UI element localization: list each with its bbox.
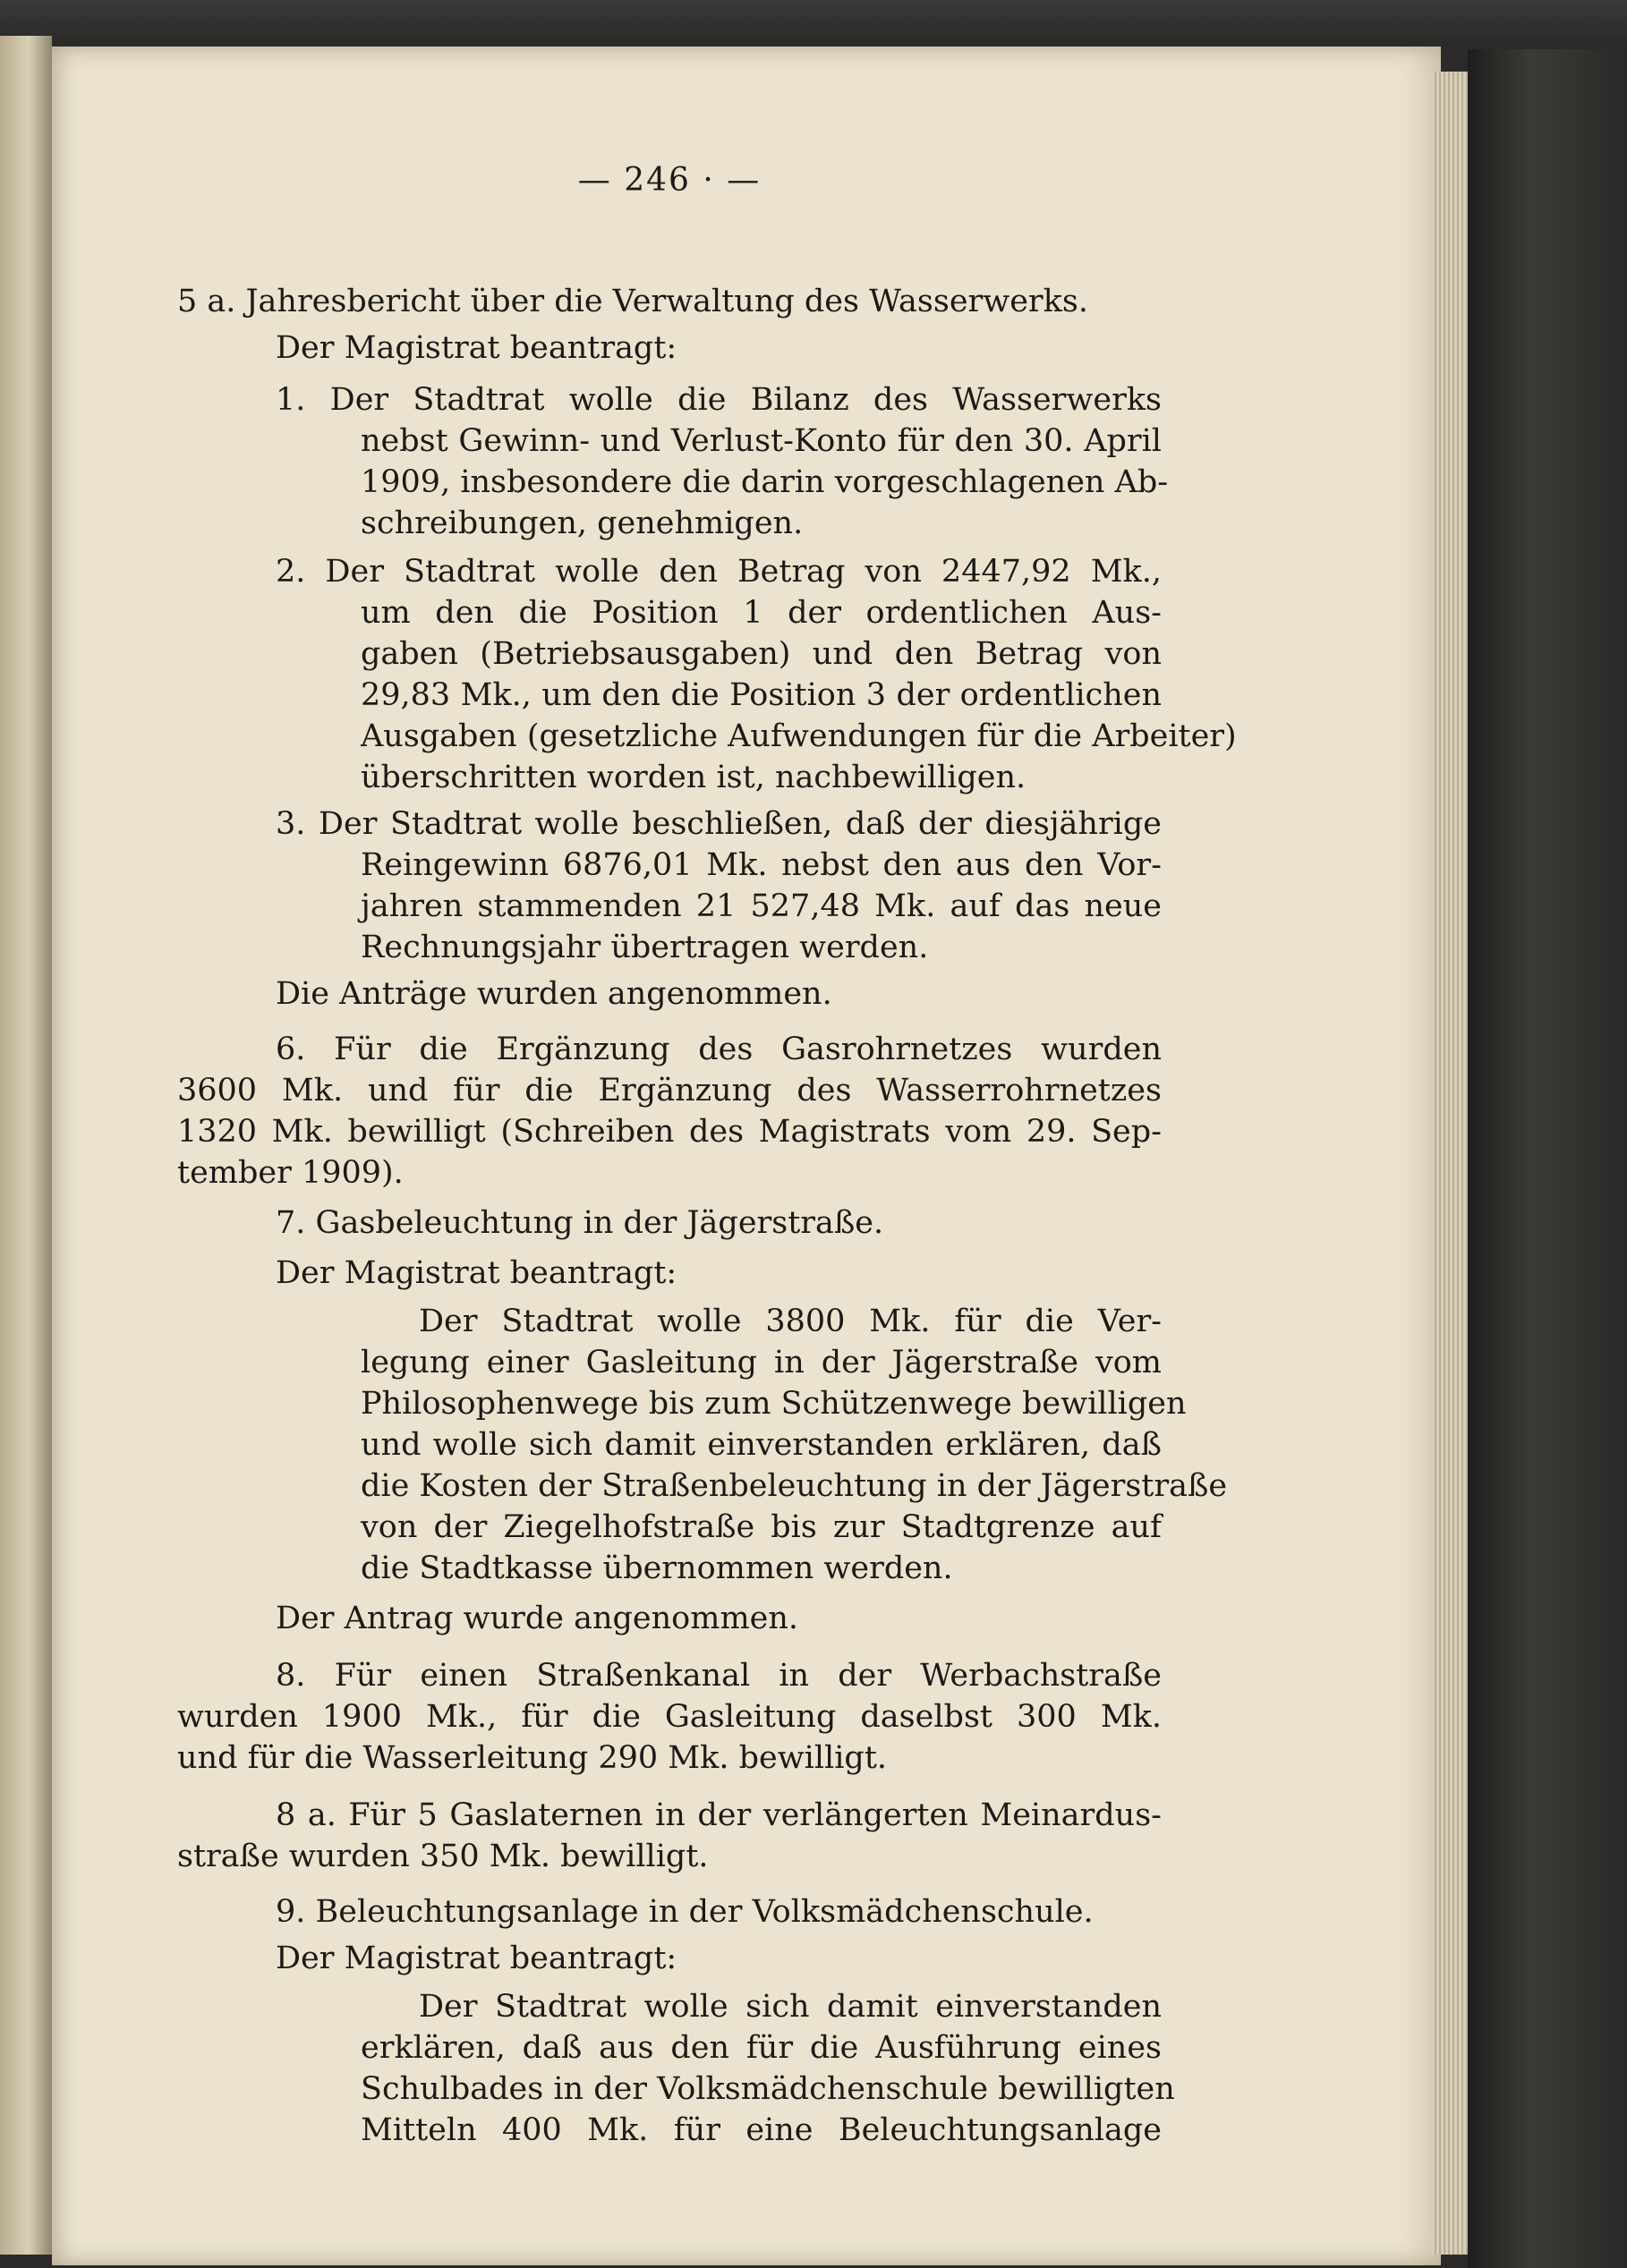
- text-line: 2. Der Stadtrat wolle den Betrag von 2447,92 Mk.,: [276, 554, 1162, 590]
- text-line: straße wurden 350 Mk. bewilligt.: [177, 1839, 709, 1874]
- text-line: tember 1909).: [177, 1155, 404, 1191]
- text-line: Rechnungsjahr übertragen werden.: [361, 930, 929, 965]
- text-line: Philosophenwege bis zum Schützenwege bewilligen: [361, 1386, 1187, 1422]
- book-cover: [1468, 49, 1627, 2268]
- text-line: 8 a. Für 5 Gaslaternen in der verlängerten Meinardus-: [276, 1797, 1162, 1833]
- text-line: Der Magistrat beantragt:: [276, 1255, 677, 1291]
- text-line: überschritten worden ist, nachbewilligen.: [361, 760, 1026, 795]
- text-line: Der Stadtrat wolle 3800 Mk. für die Ver-: [419, 1304, 1162, 1339]
- text-line: schreibungen, genehmigen.: [361, 505, 804, 541]
- book-page: [52, 47, 1441, 2265]
- text-line: 5 a. Jahresbericht über die Verwaltung des Wasserwerks.: [177, 284, 1088, 319]
- text-line: 1320 Mk. bewilligt (Schreiben des Magistrats vom 29. Sep-: [177, 1114, 1162, 1150]
- text-line: 3. Der Stadtrat wolle beschließen, daß der diesjährige: [276, 806, 1162, 842]
- text-line: 3600 Mk. und für die Ergänzung des Wasserrohrnetzes: [177, 1073, 1162, 1109]
- text-line: Der Magistrat beantragt:: [276, 330, 677, 366]
- text-line: Reingewinn 6876,01 Mk. nebst den aus den Vor-: [361, 847, 1162, 883]
- text-line: die Stadtkasse übernommen werden.: [361, 1550, 953, 1586]
- text-line: 7. Gasbeleuchtung in der Jägerstraße.: [276, 1205, 884, 1241]
- text-line: 8. Für einen Straßenkanal in der Werbachstraße: [276, 1658, 1162, 1694]
- text-line: 29,83 Mk., um den die Position 3 der ordentlichen: [361, 677, 1162, 713]
- text-line: legung einer Gasleitung in der Jägerstraße vom: [361, 1345, 1162, 1380]
- text-line: jahren stammenden 21 527,48 Mk. auf das neue: [361, 888, 1162, 924]
- text-line: und für die Wasserleitung 290 Mk. bewilligt.: [177, 1740, 888, 1776]
- text-line: 6. Für die Ergänzung des Gasrohrnetzes wurden: [276, 1032, 1162, 1067]
- book-top-edge: [0, 0, 1627, 43]
- text-line: 1. Der Stadtrat wolle die Bilanz des Wasserwerks: [276, 382, 1162, 418]
- text-line: Schulbades in der Volksmädchenschule bewilligten: [361, 2071, 1175, 2107]
- text-line: Der Magistrat beantragt:: [276, 1941, 677, 1976]
- text-line: 9. Beleuchtungsanlage in der Volksmädchenschule.: [276, 1894, 1094, 1930]
- previous-page-edge: [0, 36, 52, 2255]
- text-line: Ausgaben (gesetzliche Aufwendungen für die Arbeiter): [361, 718, 1237, 754]
- text-line: nebst Gewinn- und Verlust-Konto für den 30. April: [361, 423, 1162, 459]
- text-line: Der Stadtrat wolle sich damit einverstanden: [419, 1989, 1162, 2025]
- text-line: um den die Position 1 der ordentlichen Aus-: [361, 595, 1162, 631]
- page-stack-edge: [1432, 72, 1468, 2255]
- text-line: die Kosten der Straßenbeleuchtung in der Jägerstraße: [361, 1468, 1228, 1504]
- text-line: Mitteln 400 Mk. für eine Beleuchtungsanlage: [361, 2112, 1162, 2148]
- text-line: gaben (Betriebsausgaben) und den Betrag von: [361, 636, 1162, 672]
- text-line: von der Ziegelhofstraße bis zur Stadtgrenze auf: [361, 1509, 1162, 1545]
- text-line: Der Antrag wurde angenommen.: [276, 1601, 799, 1636]
- page-number: — 246 · —: [577, 162, 762, 199]
- text-line: erklären, daß aus den für die Ausführung eines: [361, 2030, 1162, 2066]
- text-line: wurden 1900 Mk., für die Gasleitung daselbst 300 Mk.: [177, 1699, 1162, 1735]
- text-line: und wolle sich damit einverstanden erklären, daß: [361, 1427, 1162, 1463]
- text-line: 1909, insbesondere die darin vorgeschlagenen Ab-: [361, 464, 1169, 500]
- text-line: Die Anträge wurden angenommen.: [276, 976, 832, 1012]
